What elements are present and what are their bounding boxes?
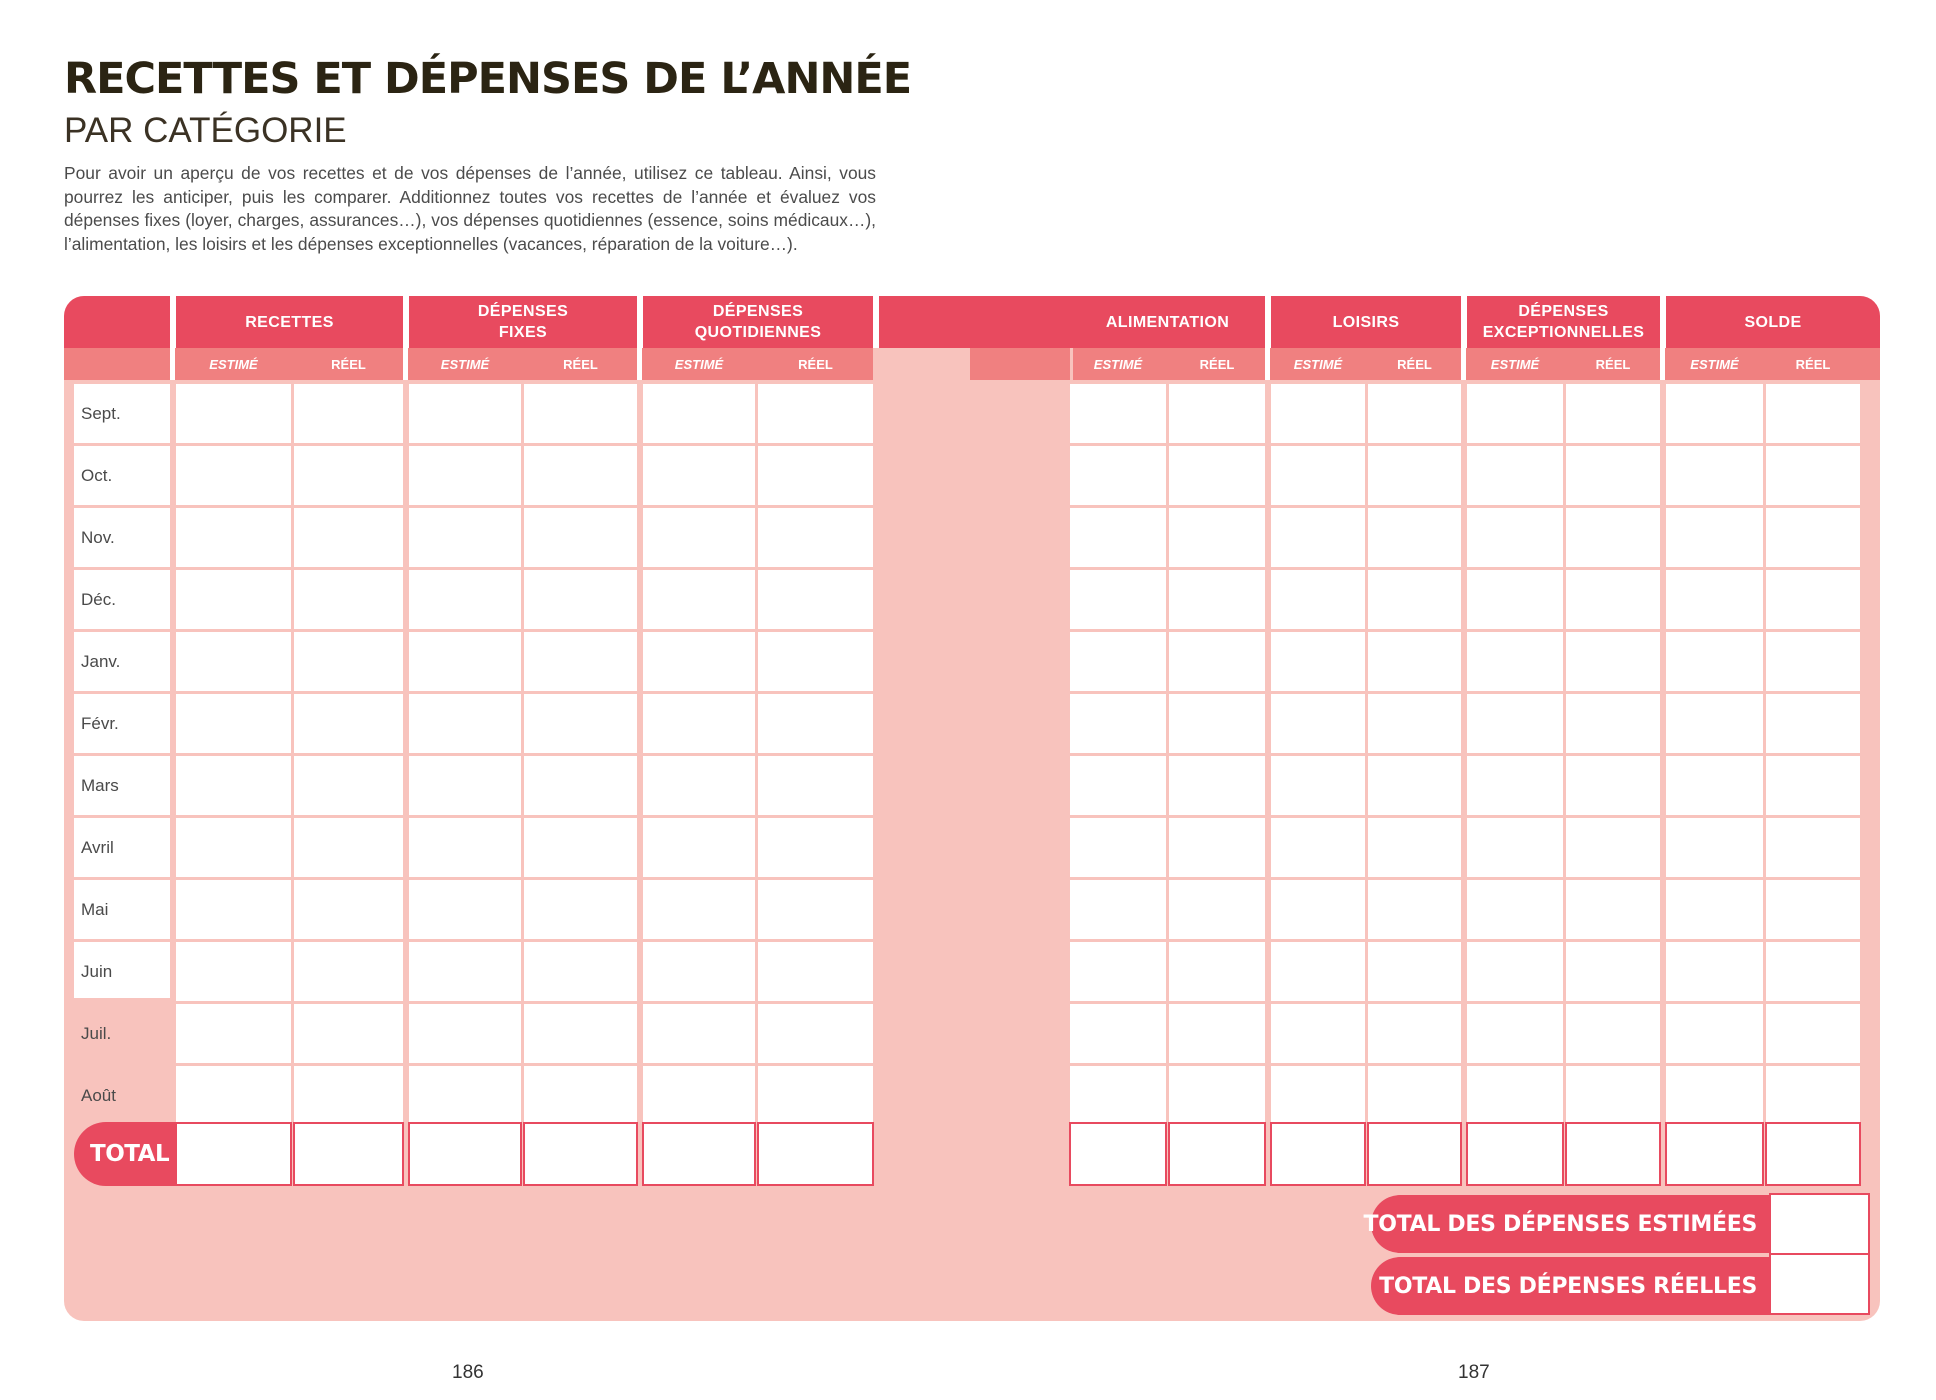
table-cell-depenses-exceptionnelles-estime[interactable] <box>1467 880 1563 939</box>
table-cell-recettes-reel[interactable] <box>294 880 403 939</box>
subheader-alimentation-estime: ESTIMÉ <box>1093 356 1143 372</box>
total-cell-loisirs-estime[interactable] <box>1270 1122 1366 1186</box>
table-cell-solde-estime[interactable] <box>1666 880 1763 939</box>
subheader-depenses-exceptionnelles-estime: ESTIMÉ <box>1490 356 1540 372</box>
row-divider <box>74 877 170 880</box>
table-cell-recettes-estime[interactable] <box>176 942 291 1001</box>
table-cell-alimentation-estime[interactable] <box>1070 694 1166 753</box>
table-cell-depenses-quotidiennes-estime[interactable] <box>643 756 755 815</box>
table-cell-alimentation-reel[interactable] <box>1169 818 1265 877</box>
table-cell-depenses-fixes-estime[interactable] <box>409 942 521 1001</box>
month-label: Janv. <box>81 651 121 671</box>
table-cell-loisirs-reel[interactable] <box>1368 694 1461 753</box>
intro-paragraph: Pour avoir un aperçu de vos recettes et de vos dépenses de l’année, utilisez ce tableau. Ainsi, vous pourrez les anticiper, puis les comparer. Additionnez toutes vos recettes de l’année et évaluez vos dépenses fixes (loyer, charges, assurances…), vos dépenses quotidiennes (essence, soins médicaux…), l’alimentation, les loisirs et les dépenses exceptionnelles (vacances, réparation de la voiture…). <box>64 163 876 254</box>
table-cell-depenses-exceptionnelles-reel[interactable] <box>1566 508 1660 567</box>
table-cell-depenses-quotidiennes-reel[interactable] <box>758 384 873 443</box>
column-group-alimentation: ALIMENTATION <box>1105 313 1230 331</box>
column-group-solde: SOLDE <box>1744 313 1802 331</box>
total-actual-expenses-label: TOTAL DES DÉPENSES RÉELLES <box>1371 1257 1771 1315</box>
table-cell-alimentation-reel[interactable] <box>1169 756 1265 815</box>
table-cell-solde-reel[interactable] <box>1766 508 1860 567</box>
table-cell-solde-reel[interactable] <box>1766 384 1860 443</box>
table-cell-recettes-reel[interactable] <box>294 818 403 877</box>
table-cell-recettes-reel[interactable] <box>294 384 403 443</box>
table-cell-depenses-exceptionnelles-estime[interactable] <box>1467 384 1563 443</box>
table-cell-depenses-quotidiennes-estime[interactable] <box>643 1004 755 1063</box>
total-estimated-expenses-label: TOTAL DES DÉPENSES ESTIMÉES <box>1371 1195 1771 1253</box>
total-actual-expenses-box[interactable] <box>1769 1253 1870 1315</box>
table-cell-depenses-quotidiennes-estime[interactable] <box>643 1066 755 1125</box>
table-cell-depenses-fixes-estime[interactable] <box>409 818 521 877</box>
table-cell-loisirs-estime[interactable] <box>1271 384 1365 443</box>
page-number-right: 187 <box>1458 1362 1490 1383</box>
table-cell-depenses-exceptionnelles-reel[interactable] <box>1566 818 1660 877</box>
table-cell-depenses-fixes-reel[interactable] <box>524 694 637 753</box>
table-cell-recettes-estime[interactable] <box>176 508 291 567</box>
table-cell-depenses-quotidiennes-estime[interactable] <box>643 508 755 567</box>
table-cell-depenses-quotidiennes-estime[interactable] <box>643 942 755 1001</box>
table-cell-depenses-exceptionnelles-estime[interactable] <box>1467 942 1563 1001</box>
month-label: Mars <box>81 775 119 795</box>
table-cell-recettes-reel[interactable] <box>294 1066 403 1125</box>
subheader-separator <box>637 348 642 380</box>
table-cell-depenses-exceptionnelles-estime[interactable] <box>1467 756 1563 815</box>
total-cell-depenses-fixes-estime[interactable] <box>408 1122 522 1186</box>
table-cell-loisirs-estime[interactable] <box>1271 880 1365 939</box>
table-cell-solde-estime[interactable] <box>1666 508 1763 567</box>
table-cell-solde-estime[interactable] <box>1666 818 1763 877</box>
column-group-recettes: RECETTES <box>245 313 334 331</box>
table-cell-loisirs-estime[interactable] <box>1271 570 1365 629</box>
table-cell-depenses-exceptionnelles-reel[interactable] <box>1566 570 1660 629</box>
table-cell-depenses-exceptionnelles-reel[interactable] <box>1566 446 1660 505</box>
subheader-depenses-quotidiennes-estime: ESTIMÉ <box>674 356 724 372</box>
table-cell-depenses-quotidiennes-reel[interactable] <box>758 1066 873 1125</box>
header-separator <box>873 296 879 348</box>
table-cell-loisirs-reel[interactable] <box>1368 1066 1461 1125</box>
table-cell-depenses-exceptionnelles-reel[interactable] <box>1566 942 1660 1001</box>
subheader-recettes-reel: RÉEL <box>331 356 366 372</box>
table-cell-solde-estime[interactable] <box>1666 446 1763 505</box>
table-cell-loisirs-estime[interactable] <box>1271 756 1365 815</box>
row-divider <box>74 629 170 632</box>
table-cell-depenses-quotidiennes-reel[interactable] <box>758 694 873 753</box>
subheader-recettes-estime: ESTIMÉ <box>209 356 258 372</box>
table-cell-depenses-exceptionnelles-reel[interactable] <box>1566 756 1660 815</box>
table-cell-depenses-exceptionnelles-estime[interactable] <box>1467 446 1563 505</box>
row-divider <box>74 815 170 818</box>
table-cell-depenses-fixes-estime[interactable] <box>409 508 521 567</box>
table-cell-loisirs-estime[interactable] <box>1271 508 1365 567</box>
table-cell-solde-estime[interactable] <box>1666 694 1763 753</box>
subheader-depenses-fixes-reel: RÉEL <box>563 356 598 372</box>
table-cell-depenses-fixes-estime[interactable] <box>409 446 521 505</box>
table-cell-alimentation-estime[interactable] <box>1070 632 1166 691</box>
table-cell-alimentation-reel[interactable] <box>1169 570 1265 629</box>
column-group-depenses-quotidiennes: DÉPENSES QUOTIDIENNES <box>694 303 822 341</box>
table-cell-depenses-fixes-reel[interactable] <box>524 1004 637 1063</box>
subheader-separator <box>403 348 408 380</box>
table-cell-recettes-reel[interactable] <box>294 508 403 567</box>
table-cell-depenses-exceptionnelles-estime[interactable] <box>1467 508 1563 567</box>
table-cell-loisirs-estime[interactable] <box>1271 1004 1365 1063</box>
total-cell-solde-estime[interactable] <box>1665 1122 1764 1186</box>
table-cell-loisirs-reel[interactable] <box>1368 1004 1461 1063</box>
table-cell-depenses-quotidiennes-estime[interactable] <box>643 632 755 691</box>
table-cell-depenses-exceptionnelles-estime[interactable] <box>1467 1066 1563 1125</box>
table-cell-solde-reel[interactable] <box>1766 632 1860 691</box>
table-cell-depenses-quotidiennes-reel[interactable] <box>758 508 873 567</box>
subheader-separator <box>1660 348 1665 380</box>
table-cell-depenses-exceptionnelles-reel[interactable] <box>1566 1066 1660 1125</box>
subheader-loisirs-estime: ESTIMÉ <box>1293 356 1343 372</box>
table-cell-depenses-quotidiennes-estime[interactable] <box>643 880 755 939</box>
table-cell-recettes-estime[interactable] <box>176 1004 291 1063</box>
table-cell-depenses-fixes-reel[interactable] <box>524 508 637 567</box>
table-cell-recettes-estime[interactable] <box>176 818 291 877</box>
table-cell-depenses-quotidiennes-estime[interactable] <box>643 384 755 443</box>
table-cell-solde-reel[interactable] <box>1766 1066 1860 1125</box>
row-divider <box>74 505 170 508</box>
table-cell-loisirs-estime[interactable] <box>1271 818 1365 877</box>
table-cell-depenses-fixes-estime[interactable] <box>409 756 521 815</box>
row-divider <box>74 691 170 694</box>
table-cell-recettes-estime[interactable] <box>176 1066 291 1125</box>
table-cell-depenses-exceptionnelles-reel[interactable] <box>1566 880 1660 939</box>
table-cell-alimentation-reel[interactable] <box>1169 446 1265 505</box>
month-label: Sept. <box>81 403 121 423</box>
month-label: Nov. <box>81 527 115 547</box>
total-cell-loisirs-reel[interactable] <box>1367 1122 1462 1186</box>
table-cell-loisirs-reel[interactable] <box>1368 508 1461 567</box>
month-label: Juin <box>81 961 113 981</box>
column-group-loisirs: LOISIRS <box>1332 313 1400 331</box>
table-cell-alimentation-estime[interactable] <box>1070 880 1166 939</box>
table-cell-depenses-fixes-estime[interactable] <box>409 694 521 753</box>
subheader-solde-reel: RÉEL <box>1795 356 1831 372</box>
month-label: Mai <box>81 899 109 919</box>
table-cell-solde-reel[interactable] <box>1766 942 1860 1001</box>
table-cell-depenses-exceptionnelles-estime[interactable] <box>1467 570 1563 629</box>
table-cell-depenses-exceptionnelles-reel[interactable] <box>1566 694 1660 753</box>
table-cell-depenses-fixes-reel[interactable] <box>524 570 637 629</box>
row-divider <box>74 443 170 446</box>
table-cell-solde-estime[interactable] <box>1666 1004 1763 1063</box>
table-cell-depenses-exceptionnelles-estime[interactable] <box>1467 1004 1563 1063</box>
table-cell-solde-reel[interactable] <box>1766 694 1860 753</box>
table-cell-loisirs-estime[interactable] <box>1271 694 1365 753</box>
table-cell-depenses-exceptionnelles-estime[interactable] <box>1467 632 1563 691</box>
table-cell-loisirs-reel[interactable] <box>1368 880 1461 939</box>
table-cell-solde-reel[interactable] <box>1766 880 1860 939</box>
table-cell-depenses-fixes-estime[interactable] <box>409 570 521 629</box>
table-cell-alimentation-reel[interactable] <box>1169 632 1265 691</box>
table-cell-recettes-estime[interactable] <box>176 632 291 691</box>
table-cell-loisirs-estime[interactable] <box>1271 1066 1365 1125</box>
table-cell-recettes-estime[interactable] <box>176 446 291 505</box>
table-cell-depenses-exceptionnelles-estime[interactable] <box>1467 818 1563 877</box>
table-cell-alimentation-reel[interactable] <box>1169 1004 1265 1063</box>
table-cell-solde-estime[interactable] <box>1666 1066 1763 1125</box>
page-title: RECETTES ET DÉPENSES DE L’ANNÉE <box>64 54 912 104</box>
table-cell-alimentation-reel[interactable] <box>1169 880 1265 939</box>
table-cell-solde-reel[interactable] <box>1766 818 1860 877</box>
table-cell-depenses-fixes-reel[interactable] <box>524 818 637 877</box>
subheader-separator <box>1461 348 1466 380</box>
total-cell-recettes-estime[interactable] <box>175 1122 292 1186</box>
table-cell-depenses-fixes-reel[interactable] <box>524 632 637 691</box>
table-cell-recettes-reel[interactable] <box>294 1004 403 1063</box>
table-cell-solde-reel[interactable] <box>1766 1004 1860 1063</box>
table-cell-depenses-quotidiennes-reel[interactable] <box>758 756 873 815</box>
table-cell-recettes-reel[interactable] <box>294 446 403 505</box>
table-cell-depenses-exceptionnelles-reel[interactable] <box>1566 632 1660 691</box>
table-cell-solde-reel[interactable] <box>1766 756 1860 815</box>
table-cell-solde-estime[interactable] <box>1666 632 1763 691</box>
table-cell-depenses-fixes-estime[interactable] <box>409 384 521 443</box>
table-cell-alimentation-reel[interactable] <box>1169 508 1265 567</box>
table-cell-depenses-fixes-reel[interactable] <box>524 756 637 815</box>
table-cell-loisirs-reel[interactable] <box>1368 818 1461 877</box>
table-cell-loisirs-reel[interactable] <box>1368 942 1461 1001</box>
total-label: TOTAL <box>74 1122 176 1186</box>
subheader-gap <box>873 348 970 380</box>
table-cell-alimentation-reel[interactable] <box>1169 1066 1265 1125</box>
row-divider <box>74 753 170 756</box>
subheader-separator <box>1265 348 1270 380</box>
table-cell-recettes-estime[interactable] <box>176 694 291 753</box>
table-cell-depenses-fixes-reel[interactable] <box>524 1066 637 1125</box>
table-cell-depenses-quotidiennes-reel[interactable] <box>758 942 873 1001</box>
month-label: Déc. <box>81 589 116 609</box>
table-cell-alimentation-estime[interactable] <box>1070 570 1166 629</box>
table-cell-loisirs-estime[interactable] <box>1271 446 1365 505</box>
table-cell-depenses-quotidiennes-reel[interactable] <box>758 446 873 505</box>
total-cell-solde-reel[interactable] <box>1765 1122 1861 1186</box>
column-group-depenses-exceptionnelles: DÉPENSES EXCEPTIONNELLES <box>1482 303 1645 341</box>
table-cell-loisirs-reel[interactable] <box>1368 632 1461 691</box>
table-cell-depenses-fixes-estime[interactable] <box>409 880 521 939</box>
table-cell-depenses-fixes-reel[interactable] <box>524 942 637 1001</box>
table-cell-alimentation-reel[interactable] <box>1169 942 1265 1001</box>
total-cell-alimentation-estime[interactable] <box>1069 1122 1167 1186</box>
subheader-depenses-exceptionnelles-reel: RÉEL <box>1595 356 1631 372</box>
month-label: Févr. <box>81 713 119 733</box>
table-cell-alimentation-reel[interactable] <box>1169 694 1265 753</box>
page-number-left: 186 <box>452 1362 484 1383</box>
total-estimated-expenses-box[interactable] <box>1769 1193 1870 1255</box>
table-cell-alimentation-estime[interactable] <box>1070 446 1166 505</box>
subheader-depenses-fixes-estime: ESTIMÉ <box>440 356 490 372</box>
table-cell-alimentation-estime[interactable] <box>1070 508 1166 567</box>
table-cell-depenses-exceptionnelles-reel[interactable] <box>1566 1004 1660 1063</box>
table-cell-depenses-quotidiennes-reel[interactable] <box>758 632 873 691</box>
column-group-depenses-fixes: DÉPENSES FIXES <box>477 303 569 341</box>
total-cell-depenses-quotidiennes-estime[interactable] <box>642 1122 756 1186</box>
subheader-separator <box>170 348 175 380</box>
table-cell-depenses-fixes-reel[interactable] <box>524 384 637 443</box>
table-cell-alimentation-estime[interactable] <box>1070 1066 1166 1125</box>
table-cell-depenses-fixes-reel[interactable] <box>524 880 637 939</box>
table-cell-loisirs-reel[interactable] <box>1368 570 1461 629</box>
subheader-loisirs-reel: RÉEL <box>1397 356 1432 372</box>
total-cell-depenses-fixes-reel[interactable] <box>523 1122 638 1186</box>
row-divider <box>74 1063 170 1066</box>
table-cell-solde-reel[interactable] <box>1766 570 1860 629</box>
table-cell-recettes-estime[interactable] <box>176 570 291 629</box>
row-divider <box>74 1001 170 1004</box>
table-cell-depenses-quotidiennes-reel[interactable] <box>758 818 873 877</box>
table-cell-loisirs-reel[interactable] <box>1368 384 1461 443</box>
subheader-solde-estime: ESTIMÉ <box>1690 356 1739 372</box>
month-label: Avril <box>81 837 114 857</box>
table-cell-solde-estime[interactable] <box>1666 570 1763 629</box>
table-cell-alimentation-estime[interactable] <box>1070 756 1166 815</box>
table-cell-solde-estime[interactable] <box>1666 942 1763 1001</box>
table-cell-depenses-fixes-estime[interactable] <box>409 1066 521 1125</box>
table-cell-depenses-exceptionnelles-estime[interactable] <box>1467 694 1563 753</box>
total-cell-recettes-reel[interactable] <box>293 1122 404 1186</box>
month-label: Oct. <box>81 465 113 485</box>
table-cell-depenses-fixes-reel[interactable] <box>524 446 637 505</box>
table-cell-depenses-fixes-estime[interactable] <box>409 632 521 691</box>
total-cell-depenses-exceptionnelles-estime[interactable] <box>1466 1122 1564 1186</box>
table-cell-solde-reel[interactable] <box>1766 446 1860 505</box>
table-cell-depenses-quotidiennes-estime[interactable] <box>643 694 755 753</box>
table-cell-loisirs-estime[interactable] <box>1271 632 1365 691</box>
row-divider <box>74 939 170 942</box>
table-cell-depenses-quotidiennes-reel[interactable] <box>758 570 873 629</box>
table-cell-depenses-quotidiennes-estime[interactable] <box>643 446 755 505</box>
table-cell-depenses-quotidiennes-estime[interactable] <box>643 570 755 629</box>
total-cell-depenses-exceptionnelles-reel[interactable] <box>1565 1122 1661 1186</box>
month-label: Août <box>81 1085 116 1105</box>
total-cell-alimentation-reel[interactable] <box>1168 1122 1266 1186</box>
table-cell-solde-estime[interactable] <box>1666 756 1763 815</box>
table-cell-recettes-estime[interactable] <box>176 880 291 939</box>
table-cell-depenses-quotidiennes-reel[interactable] <box>758 1004 873 1063</box>
table-cell-loisirs-reel[interactable] <box>1368 446 1461 505</box>
table-cell-recettes-reel[interactable] <box>294 756 403 815</box>
table-cell-depenses-quotidiennes-estime[interactable] <box>643 818 755 877</box>
table-cell-alimentation-estime[interactable] <box>1070 1004 1166 1063</box>
table-cell-depenses-quotidiennes-reel[interactable] <box>758 880 873 939</box>
page-subtitle: PAR CATÉGORIE <box>64 111 347 150</box>
table-cell-depenses-exceptionnelles-reel[interactable] <box>1566 384 1660 443</box>
row-divider <box>74 567 170 570</box>
table-cell-alimentation-reel[interactable] <box>1169 384 1265 443</box>
table-cell-loisirs-reel[interactable] <box>1368 756 1461 815</box>
table-cell-recettes-reel[interactable] <box>294 942 403 1001</box>
table-cell-alimentation-estime[interactable] <box>1070 942 1166 1001</box>
budget-table <box>64 296 1880 1321</box>
table-cell-alimentation-estime[interactable] <box>1070 384 1166 443</box>
month-label: Juil. <box>81 1023 112 1043</box>
subheader-depenses-quotidiennes-reel: RÉEL <box>798 356 833 372</box>
table-cell-recettes-reel[interactable] <box>294 632 403 691</box>
table-cell-recettes-reel[interactable] <box>294 694 403 753</box>
table-cell-recettes-estime[interactable] <box>176 384 291 443</box>
subheader-alimentation-reel: RÉEL <box>1199 356 1235 372</box>
table-cell-recettes-estime[interactable] <box>176 756 291 815</box>
table-cell-solde-estime[interactable] <box>1666 384 1763 443</box>
table-cell-depenses-fixes-estime[interactable] <box>409 1004 521 1063</box>
table-cell-loisirs-estime[interactable] <box>1271 942 1365 1001</box>
table-cell-alimentation-estime[interactable] <box>1070 818 1166 877</box>
total-cell-depenses-quotidiennes-reel[interactable] <box>757 1122 874 1186</box>
table-cell-recettes-reel[interactable] <box>294 570 403 629</box>
